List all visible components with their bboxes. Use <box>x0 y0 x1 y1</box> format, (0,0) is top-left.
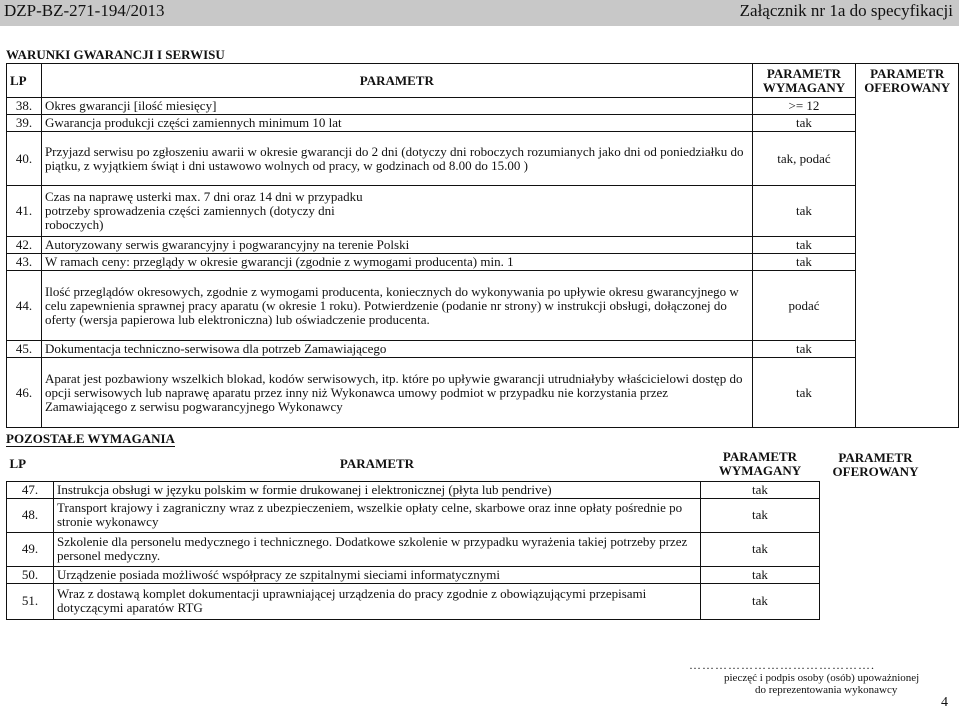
table-row: 46. Aparat jest pozbawiony wszelkich blokad, kodów serwisowych, itp. które po upływie gwarancji utrudniałyby właścicielowi dostęp do opcji serwisowych lub naprawę aparatu przez inny niż Wykonawca umowy podmiot w przypadku nie korzystania przez Zamawiającego z serwisu pogwarancyjnego Wykonawcy tak <box>7 358 959 428</box>
table-row: 51. Wraz z dostawą komplet dokumentacji uprawniającej urządzenia do pracy zgodnie z obowiązującymi przepisami dotyczącymi aparatów RTG tak <box>7 583 933 619</box>
header-lp: LP <box>9 456 27 472</box>
signature-caption-2: do reprezentowania wykonawcy <box>755 684 898 696</box>
table-row: 50. Urządzenie posiada możliwość współpracy ze szpitalnymi sieciami informatycznymi tak <box>7 566 933 583</box>
table-row: 44. Ilość przeglądów okresowych, zgodnie z wymogami producenta, koniecznych do wykonywania po upływie okresu gwarancyjnego w celu zapewnienia sprawnej pracy aparatu (w okresie 1 roku). Potwierdzenie (podanie nr strony) w instrukcji obsługi, dołączonej do oferty (wersja papierowa lub elektroniczna) lub oświadczenie producenta. podać <box>7 271 959 341</box>
header-param: PARAMETR <box>339 456 415 472</box>
header-lp: LP <box>7 64 42 98</box>
table-header-row <box>7 64 959 98</box>
document-id: DZP-BZ-271-194/2013 <box>4 1 165 20</box>
table-row: 45. Dokumentacja techniczno-serwisowa dla potrzeb Zamawiającego tak <box>7 341 959 358</box>
header-required: PARAMETR WYMAGANY <box>752 64 856 98</box>
table-header-row <box>7 448 933 481</box>
section-title-warranty: WARUNKI GWARANCJI I SERWISU <box>6 47 225 62</box>
table-row: 48. Transport krajowy i zagraniczny wraz z ubezpieczeniem, wszelkie opłaty celne, skarbowe oraz inne opłaty pośrednie po stronie wykonawcy tak <box>7 498 933 532</box>
table-row: 47. Instrukcja obsługi w języku polskim w formie drukowanej i elektronicznej (płyta lub pendrive) tak <box>7 481 933 498</box>
table-row: 42. Autoryzowany serwis gwarancyjny i pogwarancyjny na terenie Polski tak <box>7 237 959 254</box>
table-row: 39. Gwarancja produkcji części zamiennych minimum 10 lat tak <box>7 115 959 132</box>
header-required: PARAMETR WYMAGANY <box>718 449 802 479</box>
table-row: 40. Przyjazd serwisu po zgłoszeniu awarii w okresie gwarancji do 2 dni (dotyczy dni roboczych rozumianych jako dni od poniedziałku do piątku, z wyjątkiem świąt i dni ustawowo wolnych od pracy, w godzinach od 8.00 do 15.00 ) tak, podać <box>7 132 959 186</box>
header-param: PARAMETR <box>41 64 752 98</box>
signature-caption: pieczęć i podpis osoby (osób) upoważnionej <box>724 672 920 684</box>
page-number: 4 <box>941 695 948 710</box>
other-requirements-table <box>6 448 933 620</box>
table-row: 41. Czas na naprawę usterki max. 7 dni oraz 14 dni w przypadku potrzeby sprowadzenia części zamiennych (dotyczy dni roboczych) tak <box>7 186 959 237</box>
section-title-other: POZOSTAŁE WYMAGANIA <box>6 431 175 446</box>
header-offered: PARAMETR OFEROWANY <box>832 449 919 479</box>
table-row: 49. Szkolenie dla personelu medycznego i technicznego. Dodatkowe szkolenie w przypadku wyrażenia takiej potrzeby przez personel medyczny. tak <box>7 532 933 566</box>
page-header <box>0 0 959 26</box>
warranty-table <box>6 63 959 428</box>
table-row: 38. Okres gwarancji [ilość miesięcy] >= 12 <box>7 98 959 115</box>
table-row: 43. W ramach ceny: przeglądy w okresie gwarancji (zgodnie z wymogami producenta) min. 1 tak <box>7 254 959 271</box>
attachment-label: Załącznik nr 1a do specyfikacji <box>739 1 953 20</box>
signature-line: ……………………………………. <box>689 658 875 672</box>
header-offered: PARAMETR OFEROWANY <box>856 64 959 428</box>
